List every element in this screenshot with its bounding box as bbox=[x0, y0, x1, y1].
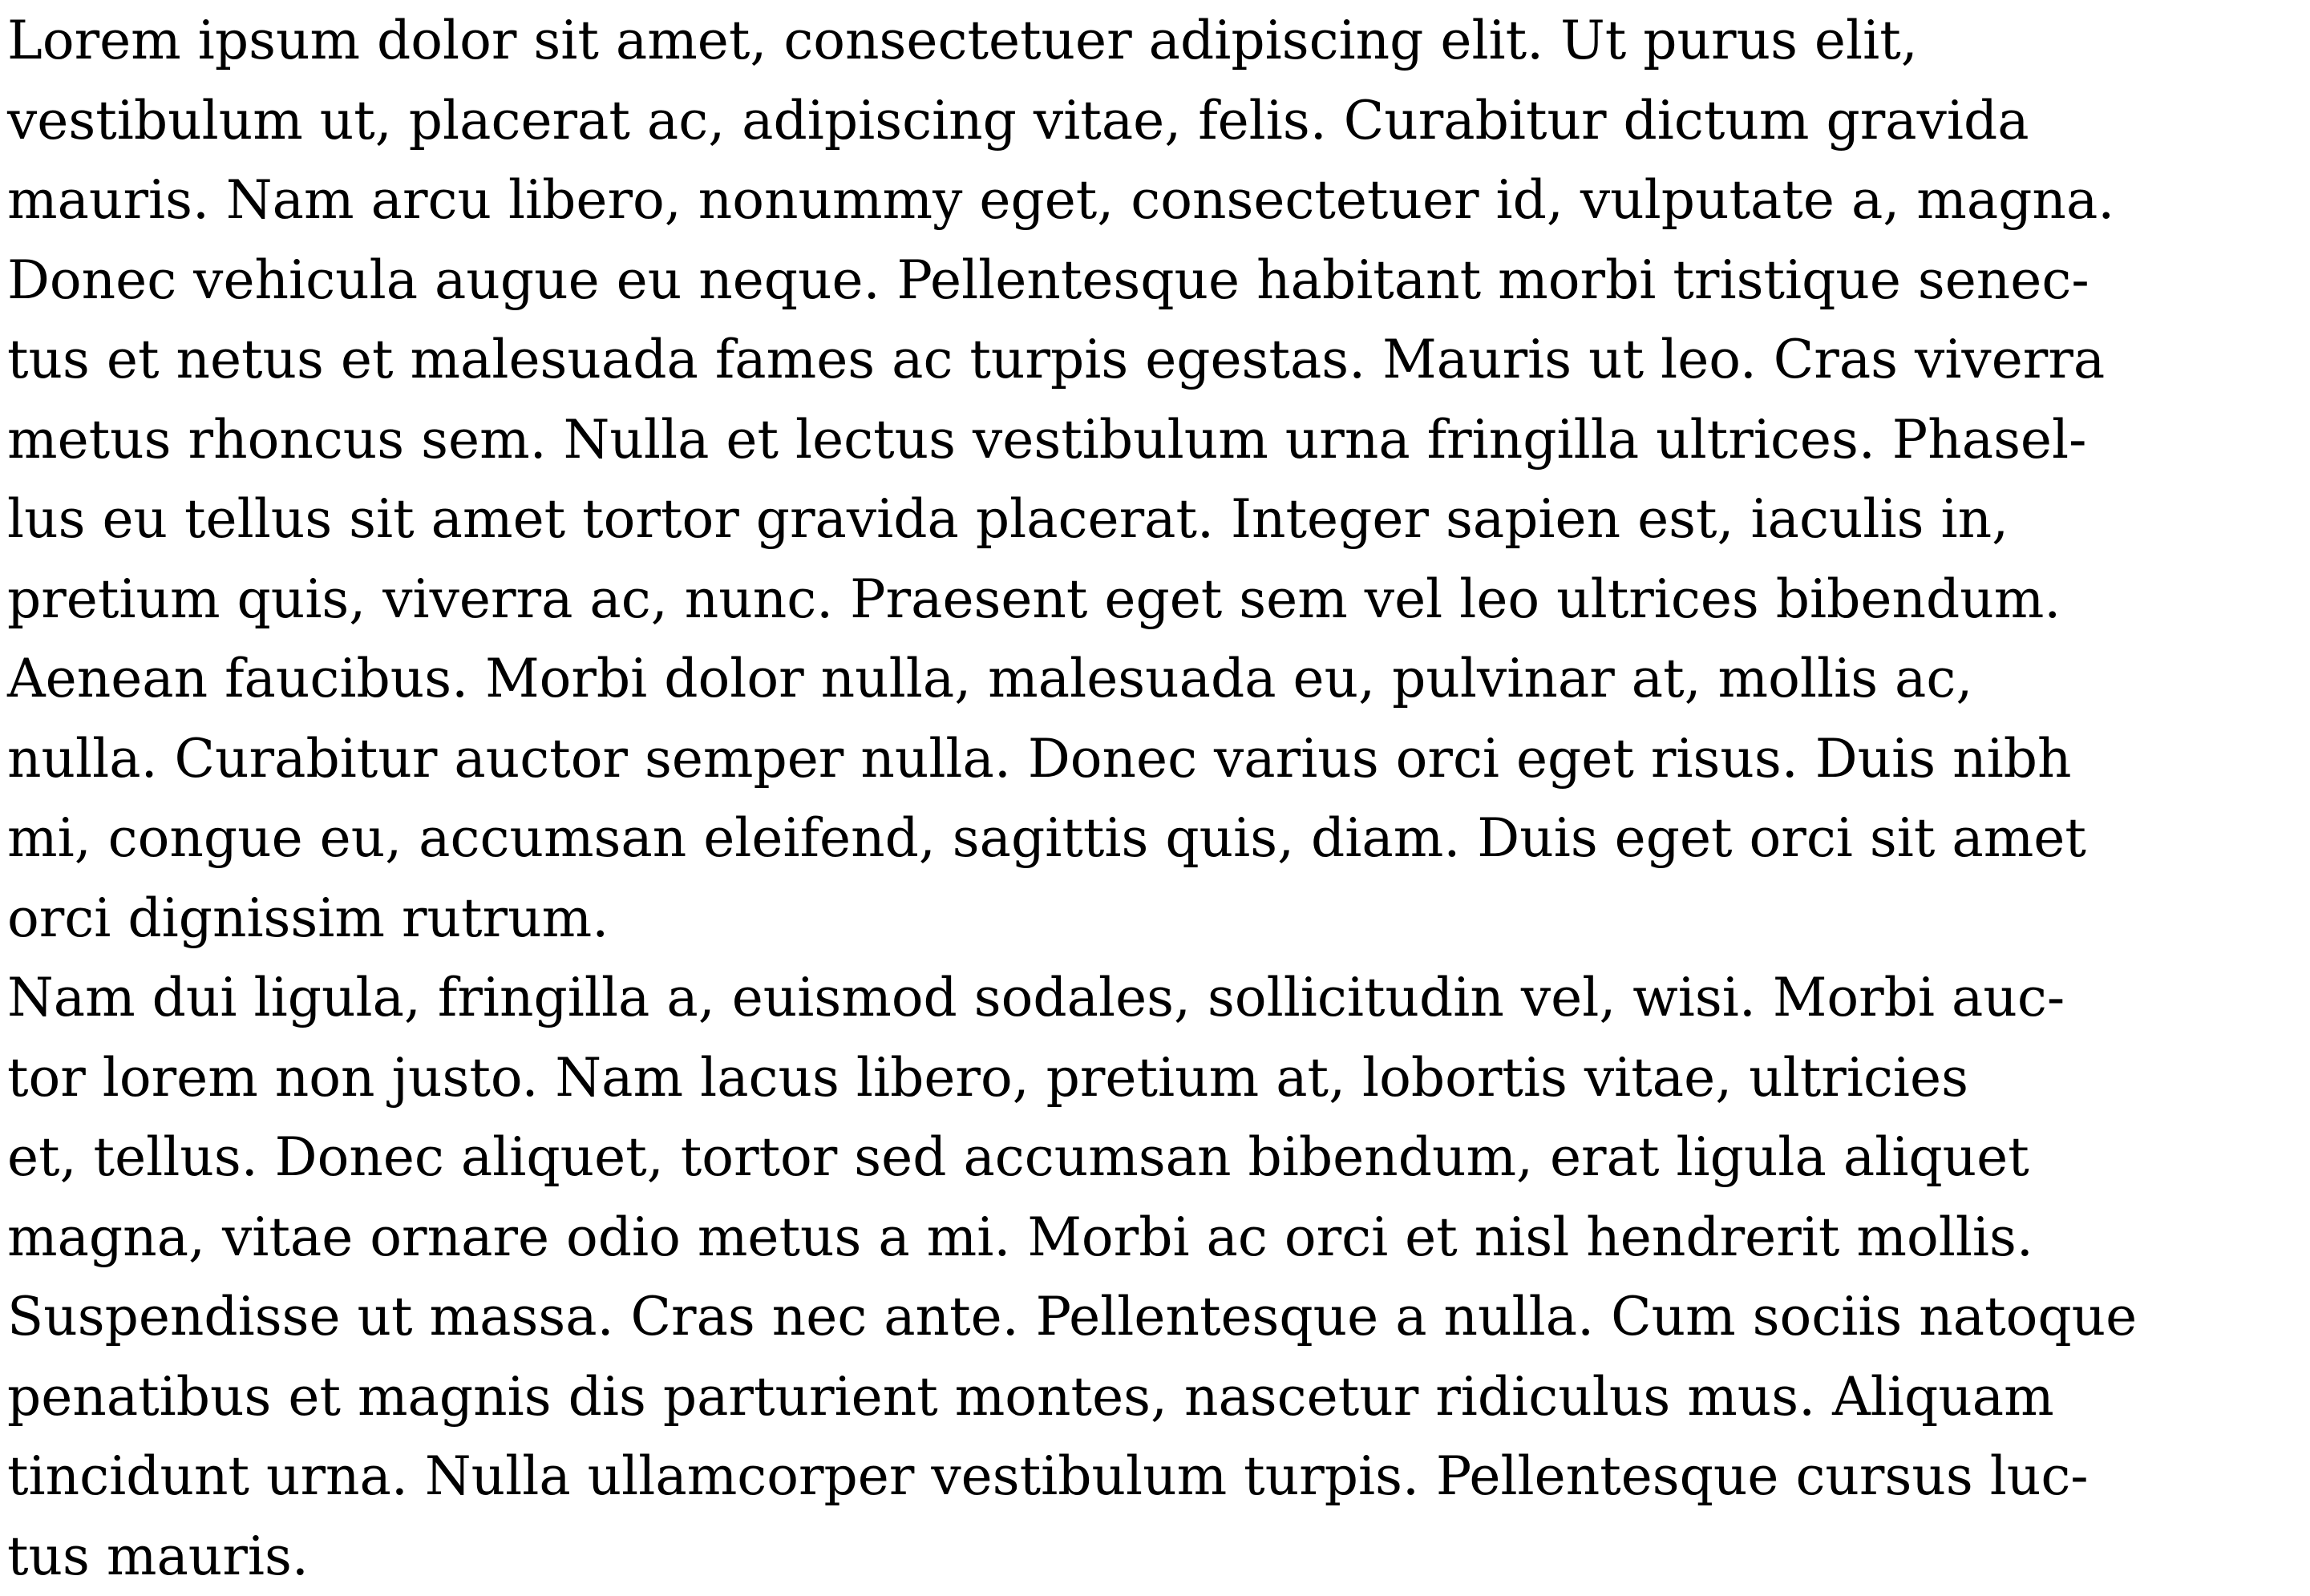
text-line: Lorem ipsum dolor sit amet, consectetuer adipiscing elit. Ut purus elit, bbox=[7, 1, 2310, 81]
document-page bbox=[7, 0, 2310, 1596]
text-line: magna, vitae ornare odio metus a mi. Morbi ac orci et nisl hendrerit mollis. bbox=[7, 1198, 2310, 1278]
text-line: vestibulum ut, placerat ac, adipiscing vitae, felis. Curabitur dictum gravida bbox=[7, 81, 2310, 161]
paragraph-2 bbox=[7, 958, 2310, 1596]
text-line: orci dignissim rutrum. bbox=[7, 879, 2310, 959]
text-line: Aenean faucibus. Morbi dolor nulla, malesuada eu, pulvinar at, mollis ac, bbox=[7, 639, 2310, 719]
text-line: Suspendisse ut massa. Cras nec ante. Pellentesque a nulla. Cum sociis natoque bbox=[7, 1277, 2310, 1357]
text-line: tus mauris. bbox=[7, 1517, 2310, 1596]
text-line: mi, congue eu, accumsan eleifend, sagittis quis, diam. Duis eget orci sit amet bbox=[7, 798, 2310, 879]
text-line: metus rhoncus sem. Nulla et lectus vestibulum urna fringilla ultrices. Phasel- bbox=[7, 400, 2310, 480]
text-line: Nam dui ligula, fringilla a, euismod sodales, sollicitudin vel, wisi. Morbi auc- bbox=[7, 958, 2310, 1038]
text-line: mauris. Nam arcu libero, nonummy eget, consectetuer id, vulputate a, magna. bbox=[7, 160, 2310, 240]
paragraph-1 bbox=[7, 1, 2310, 958]
text-line: tincidunt urna. Nulla ullamcorper vestibulum turpis. Pellentesque cursus luc- bbox=[7, 1436, 2310, 1517]
text-line: penatibus et magnis dis parturient montes, nascetur ridiculus mus. Aliquam bbox=[7, 1357, 2310, 1437]
text-line: tus et netus et malesuada fames ac turpis egestas. Mauris ut leo. Cras viverra bbox=[7, 320, 2310, 400]
text-line: nulla. Curabitur auctor semper nulla. Donec varius orci eget risus. Duis nibh bbox=[7, 719, 2310, 799]
text-line: pretium quis, viverra ac, nunc. Praesent eget sem vel leo ultrices bibendum. bbox=[7, 560, 2310, 640]
text-line: lus eu tellus sit amet tortor gravida placerat. Integer sapien est, iaculis in, bbox=[7, 479, 2310, 560]
text-line: et, tellus. Donec aliquet, tortor sed accumsan bibendum, erat ligula aliquet bbox=[7, 1117, 2310, 1198]
text-line: tor lorem non justo. Nam lacus libero, pretium at, lobortis vitae, ultricies bbox=[7, 1038, 2310, 1118]
text-line: Donec vehicula augue eu neque. Pellentesque habitant morbi tristique senec- bbox=[7, 240, 2310, 321]
